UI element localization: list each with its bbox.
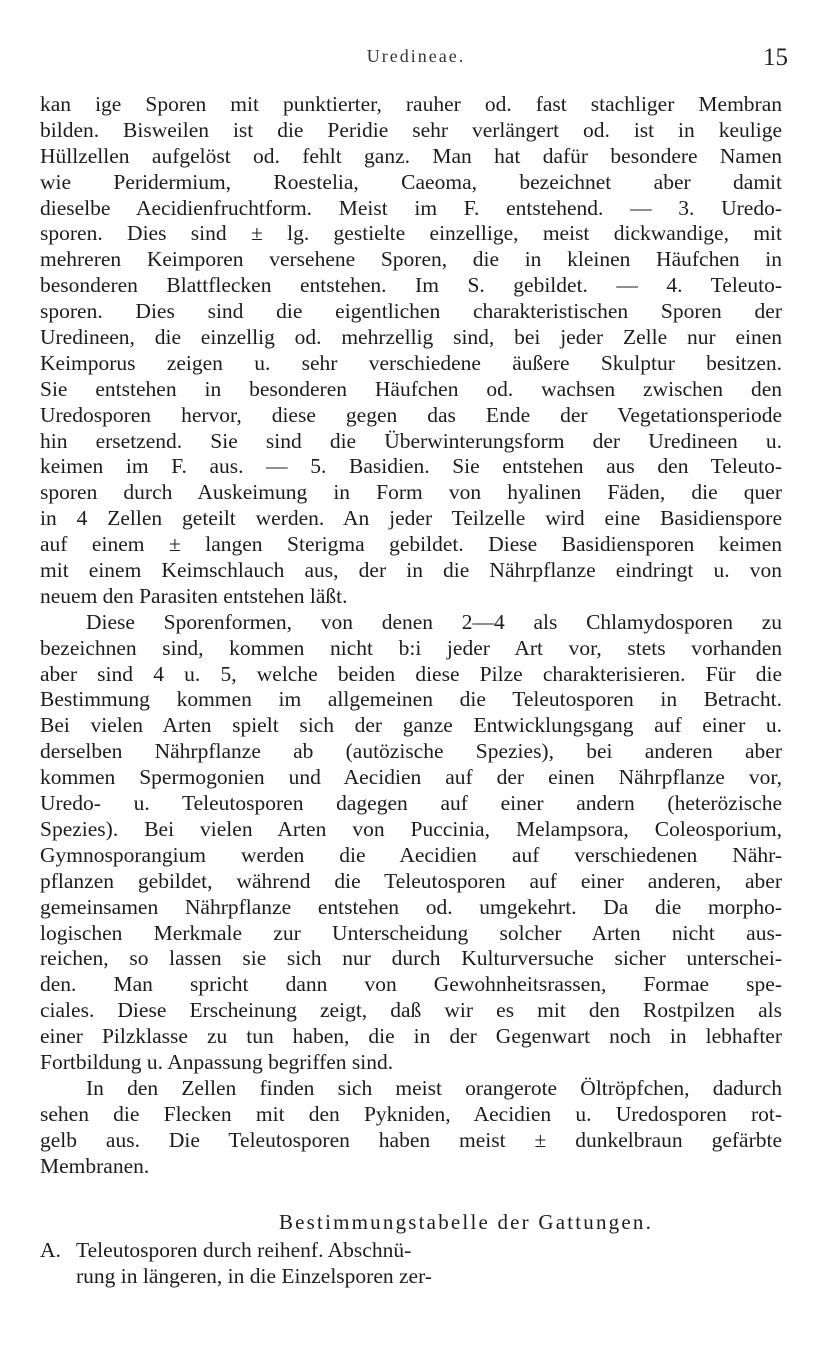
text-line: derselben Nährpflanze ab (autözische Spezies), bei anderen aber (40, 739, 782, 764)
paragraph-end-line: Membranen. (40, 1153, 150, 1178)
key-entry-text: Teleutosporen durch reihenf. Abschnü- (76, 1238, 412, 1262)
text-line: sporen durch Auskeimung in Form von hyalinen Fäden, die quer (40, 480, 782, 505)
text-line: gemeinsamen Nährpflanze entstehen od. umgekehrt. Da die morpho- (40, 894, 782, 919)
text-line: gelb aus. Die Teleutosporen haben meist ± dunkelbraun gefärbte (40, 1127, 782, 1152)
text-line: bezeichnen sind, kommen nicht b:i jeder Art vor, stets vorhanden (40, 635, 782, 660)
text-line: reichen, so lassen sie sich nur durch Kulturversuche sicher unterschei- (40, 946, 782, 971)
paragraph-start-line: In den Zellen finden sich meist orangerote Öltröpfchen, dadurch (86, 1075, 782, 1100)
text-line: in 4 Zellen geteilt werden. An jeder Teilzelle wird eine Basidienspore (40, 506, 782, 531)
text-line: mehreren Keimporen versehene Sporen, die in kleinen Häufchen in (40, 247, 782, 272)
text-line: Bei vielen Arten spielt sich der ganze Entwicklungsgang auf einer u. (40, 713, 782, 738)
text-line: logischen Merkmale zur Unterscheidung solcher Arten nicht aus- (40, 920, 782, 945)
key-entry (40, 1237, 782, 1263)
text-line: Keimporus zeigen u. sehr verschiedene äußere Skulptur besitzen. (40, 350, 782, 375)
text-line: dieselbe Aecidienfruchtform. Meist im F. entstehend. — 3. Uredo- (40, 195, 782, 220)
text-line: wie Peridermium, Roestelia, Caeoma, bezeichnet aber damit (40, 169, 782, 194)
text-line: Gymnosporangium werden die Aecidien auf verschiedenen Nähr- (40, 842, 782, 867)
text-line: kan ige Sporen mit punktierter, rauher od. fast stachliger Membran (40, 92, 782, 116)
text-line: Spezies). Bei vielen Arten von Puccinia, Melampsora, Coleosporium, (40, 816, 782, 841)
text-line: sporen. Dies sind die eigentlichen charakteristischen Sporen der (40, 299, 782, 324)
text-line: besonderen Blattflecken entstehen. Im S. gebildet. — 4. Teleuto- (40, 273, 782, 298)
paragraph-start-line: Diese Sporenformen, von denen 2—4 als Chlamydosporen zu (86, 609, 782, 634)
paragraph-end-line: Fortbildung u. Anpassung begriffen sind. (40, 1049, 394, 1074)
text-line: einer Pilzklasse zu tun haben, die in der Gegenwart noch in lebhafter (40, 1024, 782, 1049)
text-line: Uredo- u. Teleutosporen dagegen auf einer andern (heterözische (40, 791, 782, 816)
text-line: aber sind 4 u. 5, welche beiden diese Pilze charakterisieren. Für die (40, 661, 782, 686)
text-line: bilden. Bisweilen ist die Peridie sehr verlängert od. ist in keulige (40, 117, 782, 142)
text-line: sehen die Flecken mit den Pykniden, Aecidien u. Uredosporen rot- (40, 1101, 782, 1126)
page-number: 15 (763, 44, 788, 71)
text-line: sporen. Dies sind ± lg. gestielte einzellige, meist dickwandige, mit (40, 221, 782, 246)
text-line: kommen Spermogonien und Aecidien auf der einen Nährpflanze vor, (40, 765, 782, 790)
running-head: Uredineae. (366, 46, 466, 66)
text-line: mit einem Keimschlauch aus, der in die Nährpflanze eindringt u. von (40, 558, 782, 583)
body-text (40, 92, 782, 1179)
text-line: ciales. Diese Erscheinung zeigt, daß wir es mit den Rostpilzen als (40, 998, 782, 1023)
text-line: hin ersetzend. Sie sind die Überwinterungsform der Uredineen u. (40, 428, 782, 453)
paragraph-end-line: neuem den Parasiten entstehen läßt. (40, 583, 348, 608)
text-line: keimen im F. aus. — 5. Basidien. Sie entstehen aus den Teleuto- (40, 454, 782, 479)
text-line: Uredosporen hervor, diese gegen das Ende der Vegetationsperiode (40, 402, 782, 427)
text-line: den. Man spricht dann von Gewohnheitsrassen, Formae spe- (40, 972, 782, 997)
text-line: Hüllzellen aufgelöst od. fehlt ganz. Man hat dafür besondere Namen (40, 143, 782, 168)
text-line: auf einem ± langen Sterigma gebildet. Diese Basidiensporen keimen (40, 532, 782, 557)
key-entry-continuation: rung in längeren, in die Einzelsporen zer- (76, 1264, 432, 1288)
text-line: Bestimmung kommen im allgemeinen die Teleutosporen in Betracht. (40, 687, 782, 712)
text-line: pflanzen gebildet, während die Teleutosporen auf einer anderen, aber (40, 868, 782, 893)
page-header (40, 44, 792, 74)
text-line: Uredineen, die einzellig od. mehrzellig sind, bei jeder Zelle nur einen (40, 325, 782, 350)
key-section (40, 1207, 782, 1289)
key-entry-letter: A. (40, 1238, 61, 1262)
section-heading: Bestimmungstabelle der Gattungen. (278, 1210, 654, 1234)
text-line: Sie entstehen in besonderen Häufchen od. wachsen zwischen den (40, 376, 782, 401)
